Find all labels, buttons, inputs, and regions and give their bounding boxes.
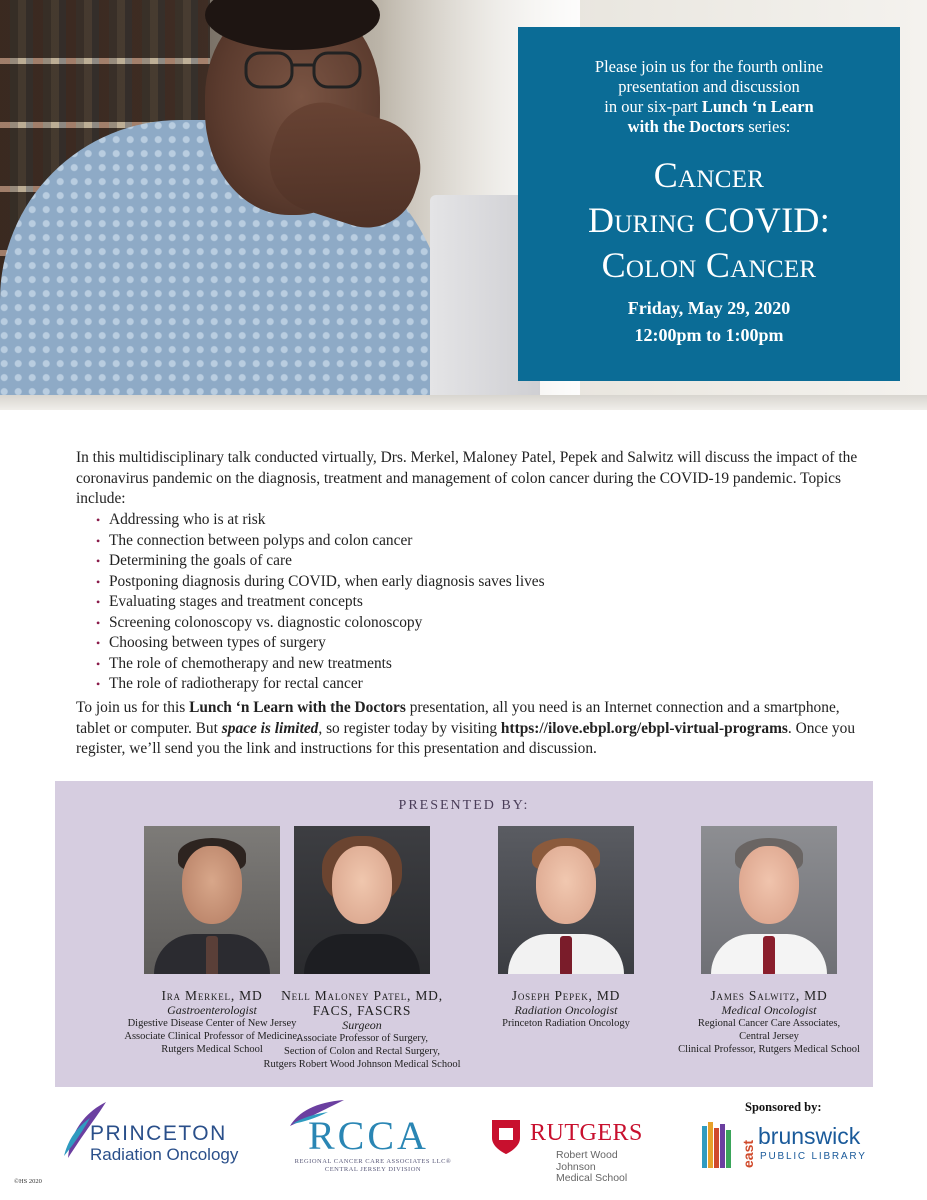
join-paragraph — [76, 698, 866, 760]
presenter-photo — [144, 826, 280, 974]
copyright: ©HS 2020 — [14, 1178, 42, 1185]
list-item: • Choosing between types of surgery — [96, 633, 856, 654]
join-text: . Once you register, we’ll send you the link and instructions for this presentation and discussion. — [76, 719, 856, 757]
ebpl-east: east — [740, 1139, 756, 1168]
invite-line-text: in our six-part — [604, 97, 702, 116]
title-line: Cancer — [653, 155, 765, 195]
ebpl-subtitle: PUBLIC LIBRARY — [760, 1151, 867, 1162]
list-item: • The role of radiotherapy for rectal cancer — [96, 674, 856, 695]
invite-line — [518, 97, 900, 117]
title-line: During COVID: — [587, 200, 831, 240]
presenter-photo — [294, 826, 430, 974]
presenter-affiliation: Section of Colon and Rectal Surgery, — [283, 1046, 440, 1057]
presenter-affiliation: Digestive Disease Center of New Jersey — [127, 1018, 297, 1029]
presenter-card — [669, 826, 869, 1056]
presenter-photo — [701, 826, 837, 974]
join-text: To join us for this — [76, 699, 190, 716]
space-limited-emphasis: space is limited — [221, 719, 319, 737]
rutgers-subtitle-line: Robert Wood Johnson — [556, 1149, 618, 1173]
presenter-name: Joseph Pepek, MD — [511, 988, 621, 1003]
presenter-affiliation: Rutgers Medical School — [161, 1044, 263, 1055]
event-date: Friday, May 29, 2020 — [627, 298, 791, 318]
invite-line — [518, 117, 900, 137]
event-time: 12:00pm to 1:00pm — [634, 325, 784, 345]
presenter-affiliation: Associate Clinical Professor of Medicine, — [124, 1031, 300, 1042]
rcca-logo — [288, 1098, 458, 1176]
sponsored-by-label: Sponsored by: — [745, 1100, 822, 1114]
princeton-radiation-oncology-logo — [60, 1100, 250, 1168]
presenter-name: James Salwitz, MD — [710, 988, 828, 1003]
invite-tail: series: — [744, 117, 791, 136]
presenter-specialty: Medical Oncologist — [721, 1003, 817, 1017]
hero-photo — [0, 0, 927, 410]
presenters-panel — [55, 781, 873, 1087]
presenter-affiliation: Regional Cancer Care Associates, — [697, 1018, 841, 1029]
registration-link[interactable]: https://ilove.ebpl.org/ebpl-virtual-programs — [500, 719, 788, 737]
list-item: • Determining the goals of care — [96, 551, 856, 572]
rcca-subtitle — [288, 1158, 458, 1174]
rcca-wordmark: RCCA — [308, 1113, 429, 1158]
east-brunswick-public-library-logo — [700, 1100, 870, 1180]
series-name: with the Doctors — [627, 117, 745, 136]
shield-icon — [490, 1118, 522, 1156]
princeton-wordmark: PRINCETON — [90, 1122, 227, 1145]
invite-line: presentation and discussion — [618, 77, 800, 96]
list-item: • The role of chemotherapy and new treatments — [96, 654, 856, 675]
presenter-affiliation: Clinical Professor, Rutgers Medical School — [678, 1044, 860, 1055]
glasses-icon — [242, 45, 367, 95]
presenter-card — [466, 826, 666, 1030]
presenter-affiliation: Associate Professor of Surgery, — [295, 1033, 429, 1044]
presenter-specialty: Gastroenterologist — [167, 1003, 257, 1017]
join-text: presentation, all you need is an Internet connection and a smartphone, tablet or computer. But — [76, 699, 840, 737]
event-title — [518, 153, 900, 288]
presenter-specialty: Surgeon — [342, 1018, 382, 1032]
event-datetime — [518, 295, 900, 349]
rutgers-subtitle — [556, 1150, 660, 1185]
presenter-card — [262, 826, 462, 1071]
presenter-specialty: Radiation Oncologist — [514, 1003, 618, 1017]
list-item: • The connection between polyps and colon cancer — [96, 531, 856, 552]
rcca-subtitle-line: CENTRAL JERSEY DIVISION — [324, 1166, 422, 1173]
list-item: • Addressing who is at risk — [96, 510, 856, 531]
series-name: Lunch ‘n Learn — [701, 97, 814, 116]
intro-paragraph: In this multidisciplinary talk conducted virtually, Drs. Merkel, Maloney Patel, Pepek and Salwitz will discuss the impact of the coronavirus pandemic on the diagnosis, treatment and management of colon cancer during the COVID-19 pandemic. Topics include: — [76, 449, 858, 507]
presenter-name: Ira Merkel, MD — [161, 988, 263, 1003]
rutgers-subtitle-line: Medical School — [556, 1172, 628, 1184]
rcca-subtitle-line: REGIONAL CANCER CARE ASSOCIATES LLC® — [294, 1158, 452, 1165]
list-item: • Evaluating stages and treatment concepts — [96, 592, 856, 613]
event-box — [518, 27, 900, 381]
list-item: • Screening colonoscopy vs. diagnostic colonoscopy — [96, 613, 856, 634]
rutgers-rwjms-logo — [490, 1118, 660, 1184]
presenter-name: FACS, FASCRS — [312, 1003, 412, 1018]
rutgers-wordmark: RUTGERS — [530, 1120, 643, 1146]
presenter-affiliation: Rutgers Robert Wood Johnson Medical School — [263, 1059, 461, 1070]
presenter-photo — [498, 826, 634, 974]
presented-by-heading: PRESENTED BY: — [398, 798, 530, 813]
princeton-subtitle: Radiation Oncology — [90, 1145, 239, 1164]
join-text: , so register today by visiting — [318, 719, 501, 737]
list-item: • Postponing diagnosis during COVID, when early diagnosis saves lives — [96, 572, 856, 593]
series-name: Lunch ‘n Learn with the Doctors — [189, 699, 406, 716]
presenter-affiliation: Princeton Radiation Oncology — [502, 1018, 630, 1029]
presenter-name: Nell Maloney Patel, MD, — [281, 988, 443, 1003]
topics-list — [96, 510, 856, 695]
books-icon — [700, 1120, 740, 1170]
invite-line: Please join us for the fourth online — [594, 57, 824, 76]
title-line: Colon Cancer — [601, 245, 817, 285]
desk — [0, 395, 927, 410]
invite-text — [518, 57, 900, 137]
ebpl-wordmark: brunswick — [758, 1123, 861, 1149]
presenter-affiliation: Central Jersey — [739, 1031, 799, 1042]
